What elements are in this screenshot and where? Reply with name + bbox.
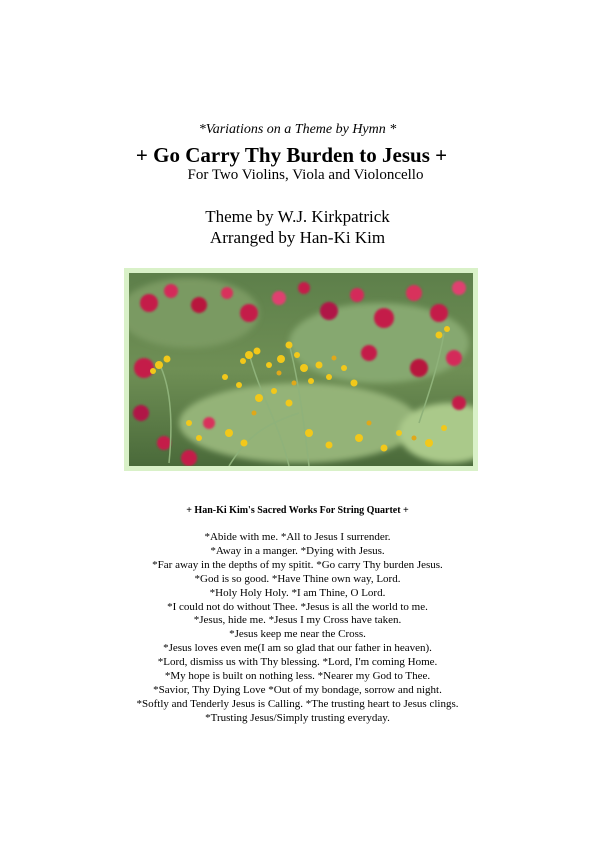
instrumentation: For Two Violins, Viola and Violoncello: [187, 167, 424, 183]
list-item: *Holy Holy Holy. *I am Thine, O Lord.: [209, 586, 386, 599]
list-item: *Jesus keep me near the Cross.: [229, 628, 366, 641]
list-item: *Softly and Tenderly Jesus is Calling. *The trusting heart to Jesus clings.: [136, 697, 459, 710]
list-item: *Lord, dismiss us with Thy blessing. *Lord, I'm coming Home.: [157, 656, 438, 669]
list-item: *Jesus loves even me(I am so glad that our father in heaven).: [163, 642, 432, 655]
page-title: + Go Carry Thy Burden to Jesus +: [135, 143, 448, 167]
list-item: *Savior, Thy Dying Love *Out of my bondage, sorrow and night.: [153, 683, 442, 696]
list-item: *My hope is built on nothing less. *Nearer my God to Thee.: [164, 670, 431, 683]
list-item: *Jesus, hide me. *Jesus I my Cross have taken.: [193, 614, 402, 627]
list-item: *Trusting Jesus/Simply trusting everyday.: [205, 711, 390, 724]
photo-frame: [124, 268, 478, 471]
works-list: [0, 531, 595, 726]
list-item: *Away in a manger. *Dying with Jesus.: [210, 544, 385, 557]
flower-photo: [129, 273, 473, 466]
list-item: *Far away in the depths of my spitit. *Go carry Thy burden Jesus.: [152, 558, 443, 571]
list-item: *God is so good. *Have Thine own way, Lord.: [194, 572, 401, 585]
list-item: *Abide with me. *All to Jesus I surrender.: [204, 531, 391, 543]
works-heading: + Han-Ki Kim's Sacred Works For String Quartet +: [186, 505, 409, 516]
arranger-credit: Arranged by Han-Ki Kim: [209, 228, 386, 247]
subtitle: *Variations on a Theme by Hymn *: [198, 122, 397, 137]
list-item: *I could not do without Thee. *Jesus is all the world to me.: [167, 600, 428, 613]
theme-credit: Theme by W.J. Kirkpatrick: [205, 207, 390, 226]
